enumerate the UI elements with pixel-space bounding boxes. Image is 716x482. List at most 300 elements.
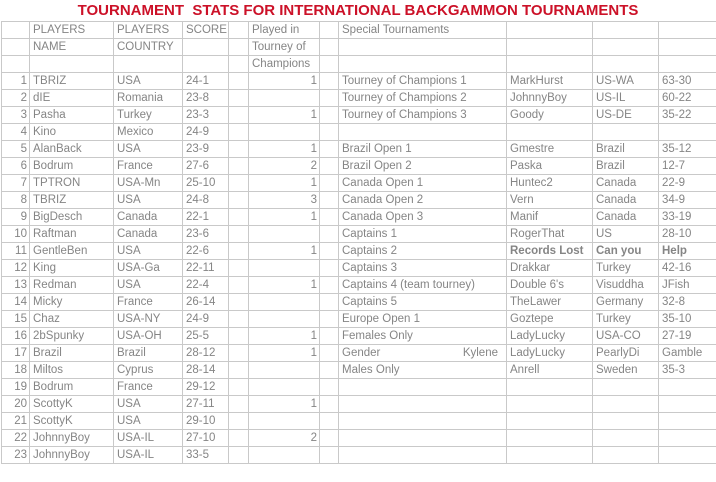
player-country-cell: USA-IL (114, 447, 183, 464)
winner-score-cell: 12-7 (659, 158, 716, 175)
tournament-name-cell: Captains 2 (339, 243, 507, 260)
winner-score-cell: 35-22 (659, 107, 716, 124)
tournament-name-cell (339, 413, 507, 430)
row-number-cell: 23 (2, 447, 30, 464)
player-country-cell: Mexico (114, 124, 183, 141)
row-number-cell: 22 (2, 430, 30, 447)
played-in-cell (249, 311, 320, 328)
tournament-name-cell: Canada Open 1 (339, 175, 507, 192)
spacer-cell (229, 413, 249, 430)
tournament-winner-cell: TheLawer (507, 294, 593, 311)
winner-score-cell: 28-10 (659, 226, 716, 243)
row-number-cell: 20 (2, 396, 30, 413)
tournament-name-cell: Brazil Open 1 (339, 141, 507, 158)
table-row (2, 294, 716, 311)
tournament-name-left: Gender (342, 345, 380, 361)
table-row (2, 413, 716, 430)
spacer-cell (320, 124, 339, 141)
player-name-cell: Redman (30, 277, 114, 294)
player-name-cell: Bodrum (30, 158, 114, 175)
row-number-cell: 15 (2, 311, 30, 328)
tournament-name-cell: Brazil Open 2 (339, 158, 507, 175)
player-country-cell: France (114, 158, 183, 175)
score-cell: 29-12 (183, 379, 229, 396)
player-country-cell: USA (114, 277, 183, 294)
score-cell: 29-10 (183, 413, 229, 430)
winner-score-cell: 34-9 (659, 192, 716, 209)
header-cell (320, 22, 339, 39)
header-cell (114, 56, 183, 73)
winner-score-cell: 35-3 (659, 362, 716, 379)
score-cell: 28-14 (183, 362, 229, 379)
winner-score-cell: 63-30 (659, 73, 716, 90)
winner-country-cell: Can you (593, 243, 659, 260)
player-name-cell: JohnnyBoy (30, 430, 114, 447)
played-in-cell: 2 (249, 430, 320, 447)
player-country-cell: USA (114, 192, 183, 209)
spacer-cell (320, 362, 339, 379)
score-cell: 24-9 (183, 311, 229, 328)
header-cell (659, 22, 716, 39)
header-cell (183, 39, 229, 56)
header-cell: PLAYERS (30, 22, 114, 39)
player-name-cell: Pasha (30, 107, 114, 124)
played-in-cell (249, 379, 320, 396)
spacer-cell (229, 362, 249, 379)
row-number-cell: 12 (2, 260, 30, 277)
spacer-cell (229, 175, 249, 192)
winner-country-cell (593, 396, 659, 413)
tournament-winner-cell: Drakkar (507, 260, 593, 277)
tournament-name-cell (339, 447, 507, 464)
winner-score-cell (659, 413, 716, 430)
table-row (2, 158, 716, 175)
player-country-cell: USA-NY (114, 311, 183, 328)
spacer-cell (229, 311, 249, 328)
winner-score-cell (659, 447, 716, 464)
winner-country-cell (593, 447, 659, 464)
winner-score-cell: JFish (659, 277, 716, 294)
player-country-cell: USA (114, 413, 183, 430)
score-cell: 24-8 (183, 192, 229, 209)
winner-country-cell: Brazil (593, 141, 659, 158)
header-cell: NAME (30, 39, 114, 56)
header-row (2, 22, 716, 39)
spacer-cell (229, 243, 249, 260)
player-country-cell: USA-OH (114, 328, 183, 345)
tournament-winner-cell: Records Lost (507, 243, 593, 260)
played-in-cell: 1 (249, 209, 320, 226)
spacer-cell (320, 175, 339, 192)
table-row (2, 175, 716, 192)
row-number-cell: 16 (2, 328, 30, 345)
player-country-cell: USA-Mn (114, 175, 183, 192)
winner-country-cell: Canada (593, 192, 659, 209)
row-number-cell: 8 (2, 192, 30, 209)
played-in-cell: 1 (249, 175, 320, 192)
tournament-name-cell: Females Only (339, 328, 507, 345)
spacer-cell (229, 345, 249, 362)
spacer-cell (229, 73, 249, 90)
player-name-cell: BigDesch (30, 209, 114, 226)
tournament-winner-cell: JohnnyBoy (507, 90, 593, 107)
spacer-cell (229, 328, 249, 345)
tournament-name-cell (339, 396, 507, 413)
spacer-cell (229, 260, 249, 277)
winner-country-cell (593, 124, 659, 141)
spacer-cell (320, 396, 339, 413)
score-cell: 23-9 (183, 141, 229, 158)
row-number-cell: 7 (2, 175, 30, 192)
player-country-cell: Brazil (114, 345, 183, 362)
tournament-name-right: Kylene (463, 345, 498, 361)
spacer-cell (229, 124, 249, 141)
winner-score-cell (659, 379, 716, 396)
tournament-winner-cell: MarkHurst (507, 73, 593, 90)
tournament-name-cell: Tourney of Champions 1 (339, 73, 507, 90)
table-row (2, 277, 716, 294)
header-cell (507, 22, 593, 39)
header-cell: Played in (249, 22, 320, 39)
score-cell: 22-4 (183, 277, 229, 294)
winner-score-cell: 27-19 (659, 328, 716, 345)
winner-score-cell: Gamble (659, 345, 716, 362)
header-cell: Tourney of (249, 39, 320, 56)
player-name-cell: King (30, 260, 114, 277)
winner-score-cell: 35-12 (659, 141, 716, 158)
player-name-cell: Raftman (30, 226, 114, 243)
player-name-cell: Brazil (30, 345, 114, 362)
played-in-cell: 3 (249, 192, 320, 209)
score-cell: 22-1 (183, 209, 229, 226)
table-row (2, 362, 716, 379)
winner-country-cell: US-WA (593, 73, 659, 90)
played-in-cell: 1 (249, 73, 320, 90)
score-cell: 23-6 (183, 226, 229, 243)
table-row (2, 141, 716, 158)
table-row (2, 379, 716, 396)
spacer-cell (320, 209, 339, 226)
score-cell: 25-5 (183, 328, 229, 345)
score-cell: 24-1 (183, 73, 229, 90)
table-row (2, 430, 716, 447)
table-row (2, 107, 716, 124)
spacer-cell (320, 294, 339, 311)
tournament-winner-cell (507, 447, 593, 464)
table-row (2, 192, 716, 209)
header-cell (320, 39, 339, 56)
player-name-cell: ScottyK (30, 413, 114, 430)
tournament-name-cell: Canada Open 3 (339, 209, 507, 226)
winner-country-cell: Germany (593, 294, 659, 311)
spacer-cell (320, 192, 339, 209)
header-cell (30, 56, 114, 73)
score-cell: 22-11 (183, 260, 229, 277)
row-number-cell: 5 (2, 141, 30, 158)
header-cell (229, 39, 249, 56)
tournament-winner-cell (507, 379, 593, 396)
player-name-cell: TBRIZ (30, 73, 114, 90)
tournament-stats-table (1, 21, 716, 464)
header-cell: PLAYERS (114, 22, 183, 39)
row-number-cell: 13 (2, 277, 30, 294)
spacer-cell (320, 90, 339, 107)
page (0, 2, 716, 464)
row-number-cell: 18 (2, 362, 30, 379)
player-name-cell: JohnnyBoy (30, 447, 114, 464)
table-row (2, 260, 716, 277)
tournament-name-cell: Captains 5 (339, 294, 507, 311)
spacer-cell (320, 141, 339, 158)
table-row (2, 396, 716, 413)
spacer-cell (229, 379, 249, 396)
played-in-cell (249, 447, 320, 464)
played-in-cell: 1 (249, 396, 320, 413)
header-cell (320, 56, 339, 73)
winner-country-cell: US (593, 226, 659, 243)
row-number-cell: 19 (2, 379, 30, 396)
header-row (2, 56, 716, 73)
tournament-winner-cell: Goztepe (507, 311, 593, 328)
tournament-name-cell: Captains 3 (339, 260, 507, 277)
player-country-cell: USA (114, 141, 183, 158)
tournament-winner-cell (507, 413, 593, 430)
table-row (2, 328, 716, 345)
spacer-cell (320, 447, 339, 464)
spacer-cell (229, 192, 249, 209)
winner-country-cell (593, 379, 659, 396)
winner-score-cell: 22-9 (659, 175, 716, 192)
header-cell: Special Tournaments (339, 22, 507, 39)
player-country-cell: USA (114, 396, 183, 413)
header-cell (593, 22, 659, 39)
player-name-cell: ScottyK (30, 396, 114, 413)
spacer-cell (320, 73, 339, 90)
header-cell (2, 56, 30, 73)
row-number-cell: 9 (2, 209, 30, 226)
score-cell: 23-8 (183, 90, 229, 107)
score-cell: 22-6 (183, 243, 229, 260)
player-country-cell: USA (114, 73, 183, 90)
tournament-name-cell (339, 345, 507, 362)
tournament-winner-cell: Huntec2 (507, 175, 593, 192)
row-number-cell: 11 (2, 243, 30, 260)
tournament-name-cell: Canada Open 2 (339, 192, 507, 209)
table-row (2, 226, 716, 243)
spacer-cell (320, 379, 339, 396)
header-cell (659, 39, 716, 56)
winner-country-cell: PearlyDi (593, 345, 659, 362)
winner-score-cell (659, 124, 716, 141)
player-name-cell: Chaz (30, 311, 114, 328)
winner-country-cell: Canada (593, 209, 659, 226)
played-in-cell (249, 226, 320, 243)
player-country-cell: Canada (114, 209, 183, 226)
played-in-cell: 1 (249, 107, 320, 124)
player-country-cell: USA-IL (114, 430, 183, 447)
tournament-winner-cell: Manif (507, 209, 593, 226)
tournament-winner-cell: Double 6's (507, 277, 593, 294)
spacer-cell (229, 294, 249, 311)
header-cell (2, 39, 30, 56)
winner-country-cell: Turkey (593, 260, 659, 277)
player-country-cell: USA-Ga (114, 260, 183, 277)
winner-country-cell (593, 430, 659, 447)
row-number-cell: 21 (2, 413, 30, 430)
player-name-cell: Kino (30, 124, 114, 141)
header-cell (229, 22, 249, 39)
spacer-cell (320, 430, 339, 447)
player-country-cell: France (114, 379, 183, 396)
header-cell: Champions (249, 56, 320, 73)
spacer-cell (320, 328, 339, 345)
spacer-cell (320, 277, 339, 294)
tournament-winner-cell: LadyLucky (507, 345, 593, 362)
winner-country-cell: Sweden (593, 362, 659, 379)
player-name-cell: TBRIZ (30, 192, 114, 209)
winner-score-cell (659, 430, 716, 447)
spacer-cell (320, 107, 339, 124)
table-row (2, 90, 716, 107)
header-cell: COUNTRY (114, 39, 183, 56)
header-cell (593, 39, 659, 56)
spacer-cell (229, 277, 249, 294)
winner-country-cell: Turkey (593, 311, 659, 328)
score-cell: 27-6 (183, 158, 229, 175)
score-cell: 25-10 (183, 175, 229, 192)
header-cell (2, 22, 30, 39)
score-cell: 23-3 (183, 107, 229, 124)
tournament-winner-cell (507, 124, 593, 141)
tournament-name-cell (339, 430, 507, 447)
score-cell: 27-10 (183, 430, 229, 447)
tournament-winner-cell: Paska (507, 158, 593, 175)
tournament-name-cell: Captains 1 (339, 226, 507, 243)
header-cell (339, 39, 507, 56)
player-country-cell: France (114, 294, 183, 311)
played-in-cell: 1 (249, 141, 320, 158)
tournament-winner-cell: RogerThat (507, 226, 593, 243)
spacer-cell (229, 141, 249, 158)
header-row (2, 39, 716, 56)
header-cell (507, 56, 593, 73)
tournament-winner-cell: Vern (507, 192, 593, 209)
winner-score-cell: 60-22 (659, 90, 716, 107)
table-row (2, 447, 716, 464)
played-in-cell: 1 (249, 243, 320, 260)
table-row (2, 73, 716, 90)
table-row (2, 345, 716, 362)
table-row (2, 209, 716, 226)
player-name-cell: Micky (30, 294, 114, 311)
played-in-cell (249, 90, 320, 107)
player-name-cell: Bodrum (30, 379, 114, 396)
tournament-name-cell: Tourney of Champions 2 (339, 90, 507, 107)
played-in-cell (249, 260, 320, 277)
player-country-cell: Turkey (114, 107, 183, 124)
tournament-name-cell: Males Only (339, 362, 507, 379)
player-country-cell: USA (114, 243, 183, 260)
spacer-cell (320, 345, 339, 362)
played-in-cell: 1 (249, 328, 320, 345)
page-title: TOURNAMENT STATS FOR INTERNATIONAL BACKGAMMON TOURNAMENTS (0, 2, 716, 20)
spacer-cell (320, 158, 339, 175)
row-number-cell: 1 (2, 73, 30, 90)
tournament-winner-cell: Anrell (507, 362, 593, 379)
table-row (2, 243, 716, 260)
table-row (2, 124, 716, 141)
winner-country-cell: US-IL (593, 90, 659, 107)
spacer-cell (320, 260, 339, 277)
played-in-cell (249, 413, 320, 430)
winner-country-cell (593, 413, 659, 430)
player-name-cell: AlanBack (30, 141, 114, 158)
winner-country-cell: Brazil (593, 158, 659, 175)
player-country-cell: Romania (114, 90, 183, 107)
player-name-cell: dIE (30, 90, 114, 107)
played-in-cell (249, 294, 320, 311)
tournament-winner-cell (507, 396, 593, 413)
spacer-cell (229, 226, 249, 243)
played-in-cell (249, 362, 320, 379)
winner-country-cell: Visuddha (593, 277, 659, 294)
played-in-cell: 1 (249, 345, 320, 362)
row-number-cell: 3 (2, 107, 30, 124)
tournament-name-cell: Captains 4 (team tourney) (339, 277, 507, 294)
tournament-name-cell: Tourney of Champions 3 (339, 107, 507, 124)
row-number-cell: 14 (2, 294, 30, 311)
row-number-cell: 4 (2, 124, 30, 141)
score-cell: 26-14 (183, 294, 229, 311)
spacer-cell (229, 396, 249, 413)
spacer-cell (229, 430, 249, 447)
tournament-winner-cell: Goody (507, 107, 593, 124)
score-cell: 28-12 (183, 345, 229, 362)
row-number-cell: 2 (2, 90, 30, 107)
header-cell (339, 56, 507, 73)
row-number-cell: 17 (2, 345, 30, 362)
spacer-cell (320, 226, 339, 243)
header-cell (229, 56, 249, 73)
spacer-cell (229, 447, 249, 464)
spacer-cell (320, 243, 339, 260)
tournament-name-cell (339, 379, 507, 396)
spacer-cell (229, 209, 249, 226)
winner-country-cell: US-DE (593, 107, 659, 124)
table-header (2, 22, 716, 73)
score-cell: 33-5 (183, 447, 229, 464)
row-number-cell: 6 (2, 158, 30, 175)
winner-score-cell: 42-16 (659, 260, 716, 277)
player-name-cell: GentleBen (30, 243, 114, 260)
winner-score-cell: 35-10 (659, 311, 716, 328)
player-name-cell: 2bSpunky (30, 328, 114, 345)
score-cell: 24-9 (183, 124, 229, 141)
tournament-name-split (342, 345, 504, 361)
spacer-cell (320, 413, 339, 430)
row-number-cell: 10 (2, 226, 30, 243)
tournament-winner-cell (507, 430, 593, 447)
player-country-cell: Canada (114, 226, 183, 243)
winner-country-cell: USA-CO (593, 328, 659, 345)
played-in-cell: 2 (249, 158, 320, 175)
score-cell: 27-11 (183, 396, 229, 413)
spacer-cell (229, 107, 249, 124)
tournament-winner-cell: Gmestre (507, 141, 593, 158)
table-row (2, 311, 716, 328)
tournament-winner-cell: LadyLucky (507, 328, 593, 345)
tournament-name-cell (339, 124, 507, 141)
